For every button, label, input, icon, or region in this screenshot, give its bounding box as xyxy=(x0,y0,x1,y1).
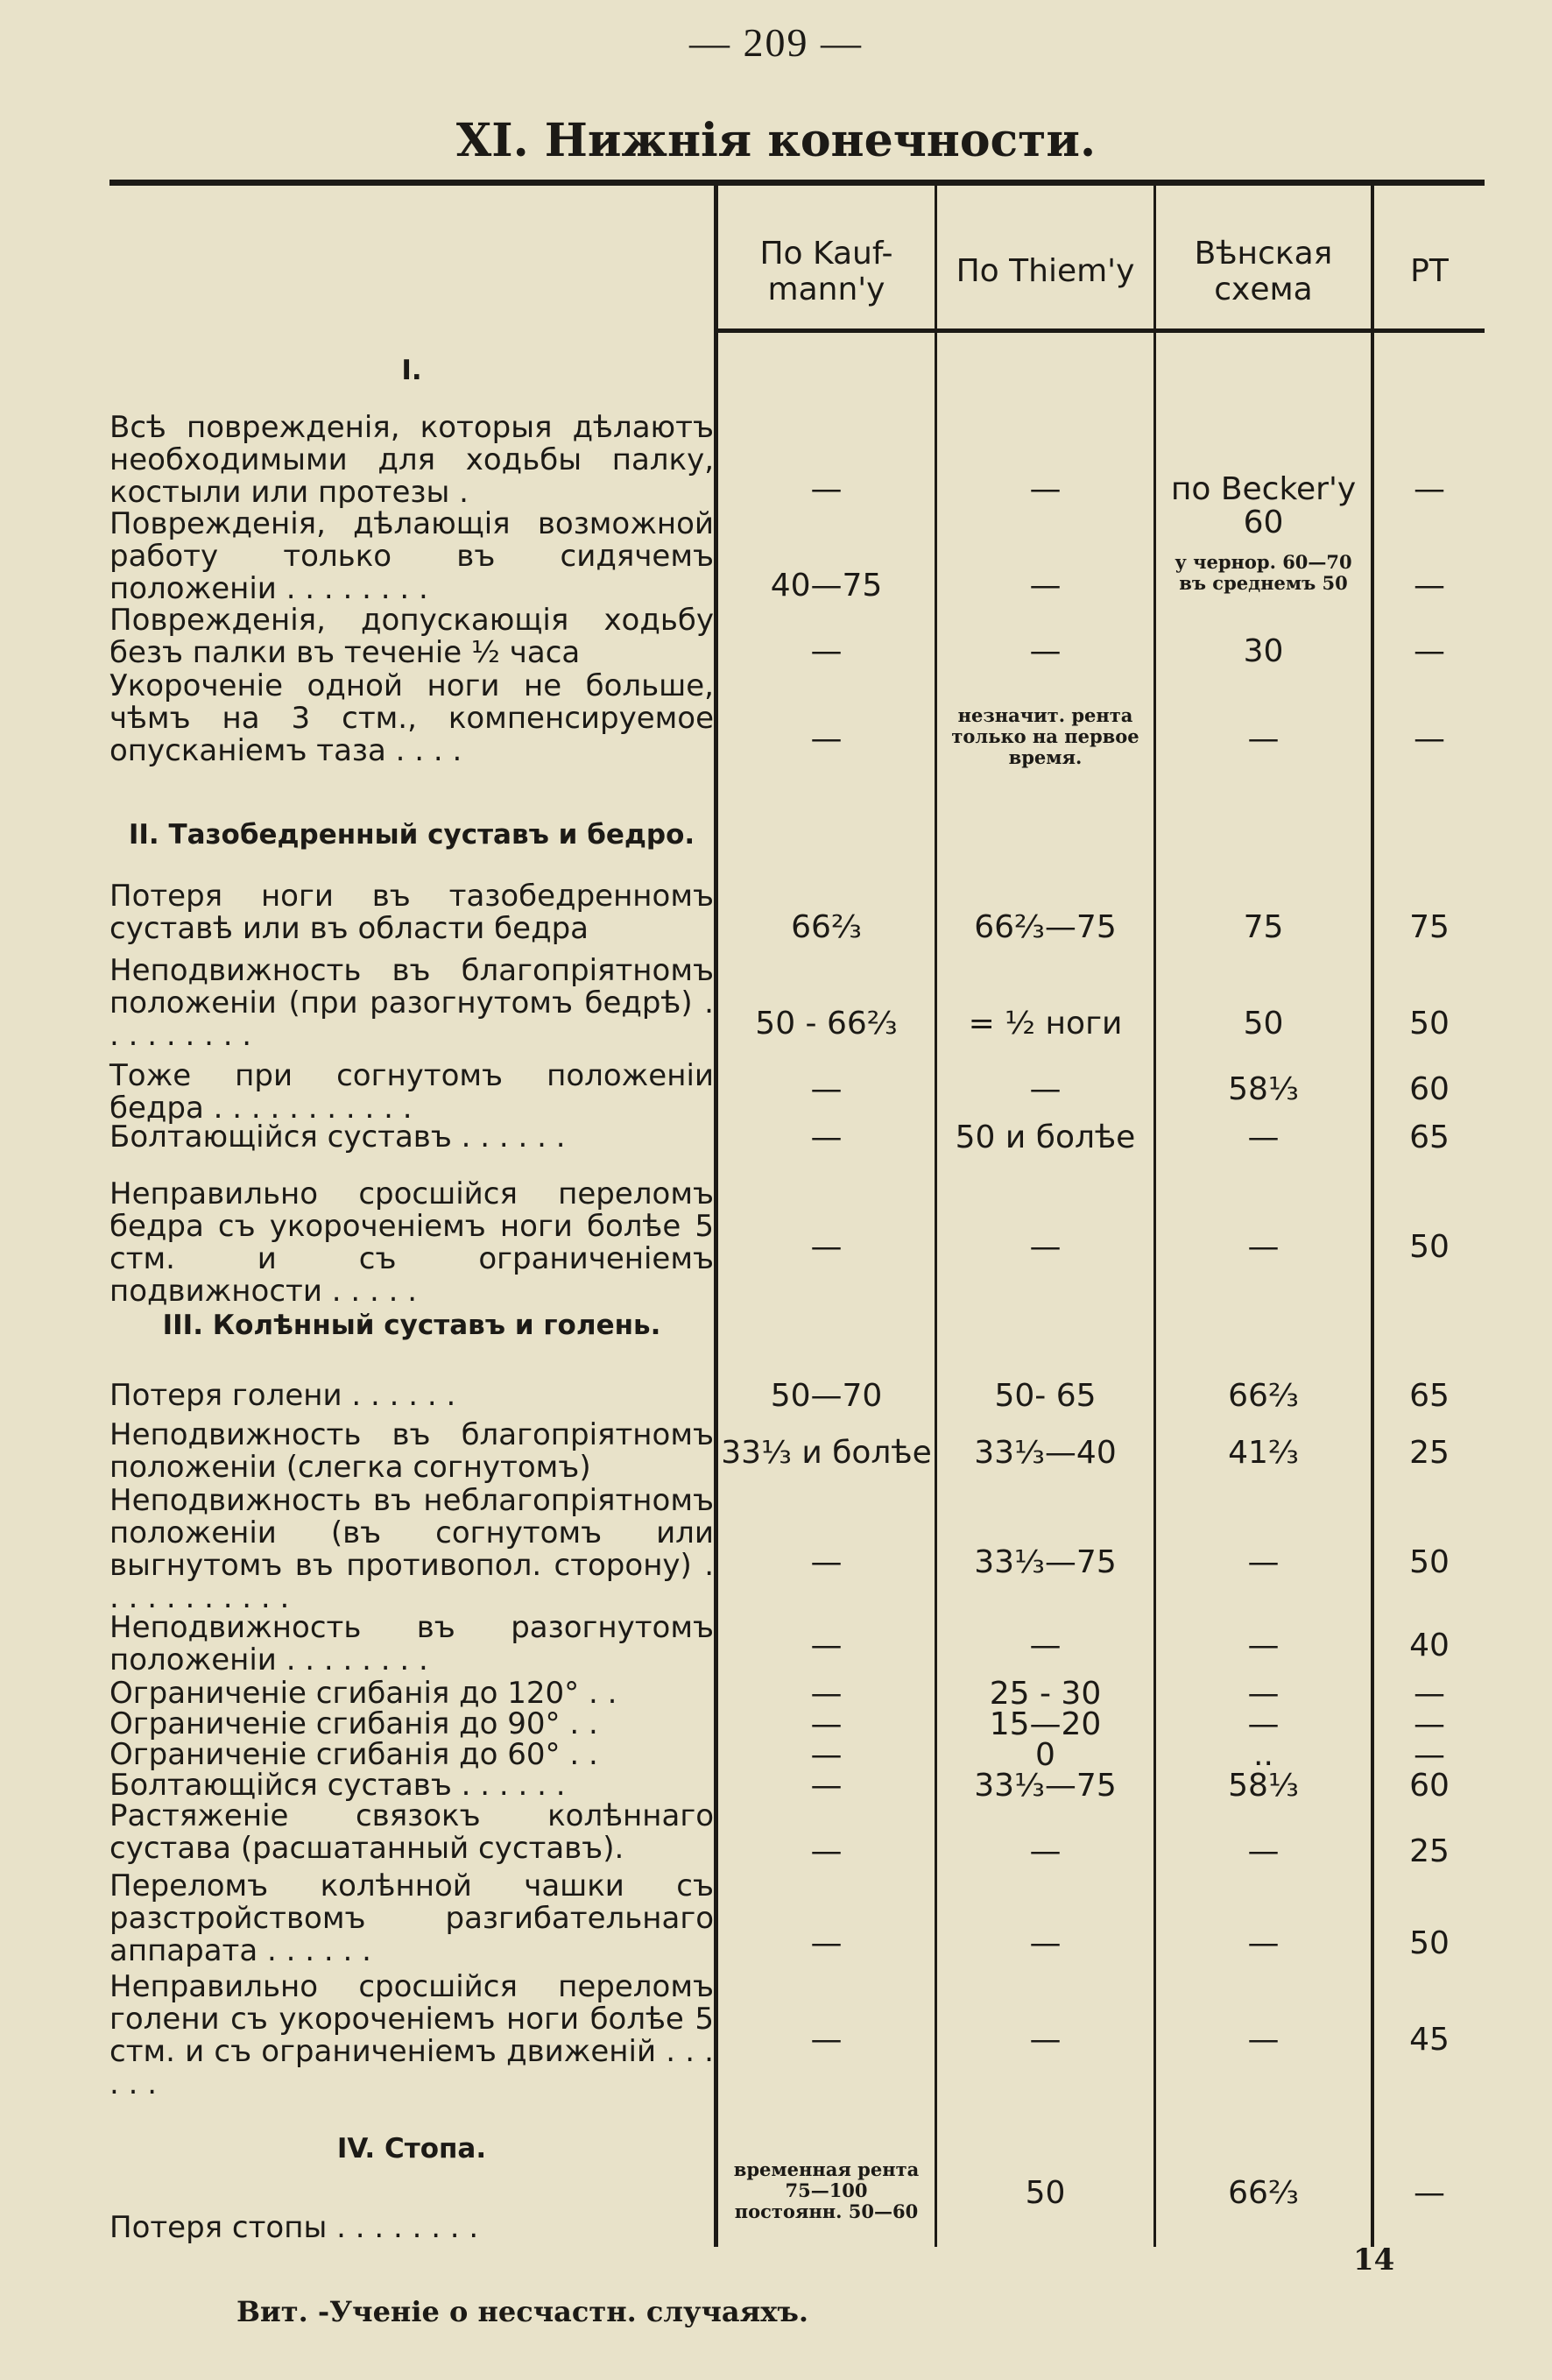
cell-kaufmann: — xyxy=(810,1119,843,1155)
cell-vienna: — xyxy=(1247,1229,1280,1265)
row-label: Неправильно сросшійся переломъ бедра съ укороченіемъ ноги болѣе 5 стм. и съ ограниченіемъ подвижности . . . . . xyxy=(109,1176,714,1309)
data-table xyxy=(109,180,1485,2247)
cell-kaufmann: 33⅓ и болѣе xyxy=(721,1435,932,1471)
cell-thiem: — xyxy=(1029,568,1062,604)
column-header-thiem: По Thiem'у xyxy=(956,253,1135,290)
footer-signature: 14 xyxy=(1353,2242,1395,2278)
cell-vienna: по Becker'у 60 xyxy=(1170,471,1357,540)
cell-thiem: — xyxy=(1029,1833,1062,1869)
cell-rt: 50 xyxy=(1409,1544,1450,1580)
cell-kaufmann: — xyxy=(810,1925,843,1961)
cell-vienna: — xyxy=(1247,1925,1280,1961)
cell-vienna: — xyxy=(1247,1544,1280,1580)
cell-thiem: 50 xyxy=(1025,2175,1066,2211)
cell-kaufmann: — xyxy=(810,1737,843,1773)
cell-kaufmann: — xyxy=(810,1676,843,1712)
section-heading: I. xyxy=(401,355,422,386)
cell-kaufmann: — xyxy=(810,471,843,507)
section-heading: IV. Стопа. xyxy=(336,2133,487,2165)
row-label: Болтающійся суставъ . . . . . . xyxy=(109,1119,566,1155)
cell-vienna: — xyxy=(1247,1628,1280,1663)
cell-thiem: 33⅓—75 xyxy=(974,1544,1117,1580)
cell-thiem: 50 и болѣе xyxy=(955,1119,1136,1155)
row-label: Ограниченіе сгибанія до 120° . . xyxy=(109,1676,617,1711)
row-label: Болтающійся суставъ . . . . . . xyxy=(109,1768,566,1803)
cell-vienna: — xyxy=(1247,1706,1280,1742)
cell-rt: 50 xyxy=(1409,1925,1450,1961)
cell-vienna: — xyxy=(1247,1676,1280,1712)
row-label: Неподвижность въ благопріятномъ положеніи (при разогнутомъ бедрѣ) . . . . . . . . . xyxy=(109,953,714,1053)
cell-kaufmann: — xyxy=(810,1833,843,1869)
row-label: Неподвижность въ благопріятномъ положеніи (слегка согнутомъ) xyxy=(109,1417,714,1485)
cell-rt: 65 xyxy=(1409,1119,1450,1155)
cell-rt: 25 xyxy=(1409,1435,1450,1471)
cell-rt: — xyxy=(1414,1706,1445,1742)
cell-thiem: — xyxy=(1029,1925,1062,1961)
cell-kaufmann: — xyxy=(810,1768,843,1804)
cell-vienna: 41⅔ xyxy=(1228,1435,1299,1471)
cell-vienna: — xyxy=(1247,1833,1280,1869)
cell-vienna: 50 xyxy=(1243,1006,1284,1042)
cell-rt: 60 xyxy=(1409,1768,1450,1804)
cell-kaufmann: — xyxy=(810,2022,843,2058)
cell-thiem: — xyxy=(1029,1071,1062,1107)
row-label: Потеря ноги въ тазобедренномъ суставѣ или въ области бедра xyxy=(109,879,714,946)
cell-thiem: — xyxy=(1029,633,1062,669)
row-label: Неподвижность въ разогнутомъ положеніи . . . . . . . . xyxy=(109,1610,714,1677)
header-bottom-rule xyxy=(718,328,1485,333)
cell-rt: — xyxy=(1414,633,1445,669)
cell-thiem: — xyxy=(1029,471,1062,507)
cell-thiem: 33⅓—40 xyxy=(974,1435,1117,1471)
cell-rt: 25 xyxy=(1409,1833,1450,1869)
cell-vienna: — xyxy=(1247,2022,1280,2058)
cell-rt: — xyxy=(1414,471,1445,507)
column-header-vienna: Вѣнская схема xyxy=(1194,235,1333,307)
row-label: Укороченіе одной ноги не больше, чѣмъ на 3 стм., компенсируемое опусканіемъ таза . . . . xyxy=(109,668,714,768)
cell-kaufmann: временная рента 75—100 постоянн. 50—60 xyxy=(733,2158,920,2222)
cell-rt: 75 xyxy=(1409,909,1450,945)
cell-rt: 60 xyxy=(1409,1071,1450,1107)
row-label: Неподвижность въ неблагопріятномъ положеніи (въ согнутомъ или выгнутомъ въ противопол. сторону) . . . . . . . . . . . xyxy=(109,1483,714,1615)
cell-thiem: 33⅓—75 xyxy=(974,1768,1117,1804)
row-label: Всѣ поврежденія, которыя дѣлаютъ необходимыми для ходьбы палку, костыли или протезы . xyxy=(109,410,714,510)
cell-rt: — xyxy=(1414,2175,1445,2211)
cell-rt: — xyxy=(1414,1676,1445,1712)
cell-thiem: — xyxy=(1029,2022,1062,2058)
cell-vienna: 66⅔ xyxy=(1228,1378,1299,1414)
cell-vienna: — xyxy=(1247,1119,1280,1155)
page-title: XI. Нижнія конечности. xyxy=(455,114,1097,167)
column-header-kaufmann: По Kauf- mann'у xyxy=(759,235,893,307)
cell-rt: — xyxy=(1414,1737,1445,1773)
cell-thiem: незначит. рента только на первое время. xyxy=(951,704,1139,768)
cell-vienna: 66⅔ xyxy=(1228,2175,1299,2211)
cell-rt: 50 xyxy=(1409,1006,1450,1042)
row-label: Растяженіе связокъ колѣннаго сустава (расшатанный суставъ). xyxy=(109,1798,714,1866)
cell-kaufmann: 66⅔ xyxy=(791,909,862,945)
row-label: Тоже при согнутомъ положеніи бедра . . . . . . . . . . . xyxy=(109,1058,714,1126)
cell-rt: — xyxy=(1414,568,1445,604)
cell-kaufmann: — xyxy=(810,1544,843,1580)
cell-kaufmann: 40—75 xyxy=(770,568,883,604)
cell-kaufmann: — xyxy=(810,721,843,757)
cell-kaufmann: — xyxy=(810,1628,843,1663)
row-label: Ограниченіе сгибанія до 60° . . xyxy=(109,1737,598,1772)
cell-rt: 65 xyxy=(1409,1378,1450,1414)
cell-kaufmann: — xyxy=(810,633,843,669)
section-heading: II. Тазобедренный суставъ и бедро. xyxy=(128,819,695,851)
cell-kaufmann: — xyxy=(810,1229,843,1265)
cell-thiem: 0 xyxy=(1035,1737,1055,1773)
cell-rt: 50 xyxy=(1409,1229,1450,1265)
row-label: Переломъ колѣнной чашки съ разстройствомъ разгибательнаго аппарата . . . . . . xyxy=(109,1868,714,1968)
cell-rt: — xyxy=(1414,721,1445,757)
cell-kaufmann: 50—70 xyxy=(770,1378,883,1414)
column-header-rt: РТ xyxy=(1410,253,1449,290)
row-label: Ограниченіе сгибанія до 90° . . xyxy=(109,1706,598,1741)
cell-kaufmann: — xyxy=(810,1706,843,1742)
cell-thiem: = ½ ноги xyxy=(968,1006,1123,1042)
cell-vienna: у чернор. 60—70 въ среднемъ 50 xyxy=(1175,551,1352,594)
footer-source: Вит. -Ученіе о несчастн. случаяхъ. xyxy=(236,2295,809,2328)
cell-vienna: — xyxy=(1247,721,1280,757)
cell-kaufmann: 50 - 66⅔ xyxy=(755,1006,898,1042)
cell-rt: 40 xyxy=(1409,1628,1450,1663)
row-label: Поврежденія, допускающія ходьбу безъ палки въ теченіе ½ часа xyxy=(109,603,714,670)
row-label: Потеря голени . . . . . . xyxy=(109,1378,456,1413)
row-label: Потеря стопы . . . . . . . . xyxy=(109,2210,479,2245)
row-label: Неправильно сросшійся переломъ голени съ укороченіемъ ноги болѣе 5 стм. и съ ограниченіемъ движеній . . . . . . xyxy=(109,1969,714,2101)
cell-thiem: 66⅔—75 xyxy=(974,909,1117,945)
cell-kaufmann: — xyxy=(810,1071,843,1107)
page-number: — 209 — xyxy=(689,20,863,65)
cell-rt: 45 xyxy=(1409,2022,1450,2058)
cell-vienna: 58⅓ xyxy=(1228,1071,1299,1107)
cell-vienna: .. xyxy=(1253,1737,1273,1773)
table-top-rule xyxy=(109,180,1485,186)
cell-thiem: — xyxy=(1029,1229,1062,1265)
cell-vienna: 30 xyxy=(1243,633,1284,669)
section-heading: III. Колѣнный суставъ и голень. xyxy=(162,1310,661,1341)
row-label: Поврежденія, дѣлающія возможной работу только въ сидячемъ положеніи . . . . . . . . xyxy=(109,506,714,606)
cell-thiem: 15—20 xyxy=(989,1706,1102,1742)
cell-vienna: 58⅓ xyxy=(1228,1768,1299,1804)
cell-thiem: 25 - 30 xyxy=(989,1676,1102,1712)
cell-vienna: 75 xyxy=(1243,909,1284,945)
cell-thiem: 50- 65 xyxy=(994,1378,1097,1414)
cell-thiem: — xyxy=(1029,1628,1062,1663)
